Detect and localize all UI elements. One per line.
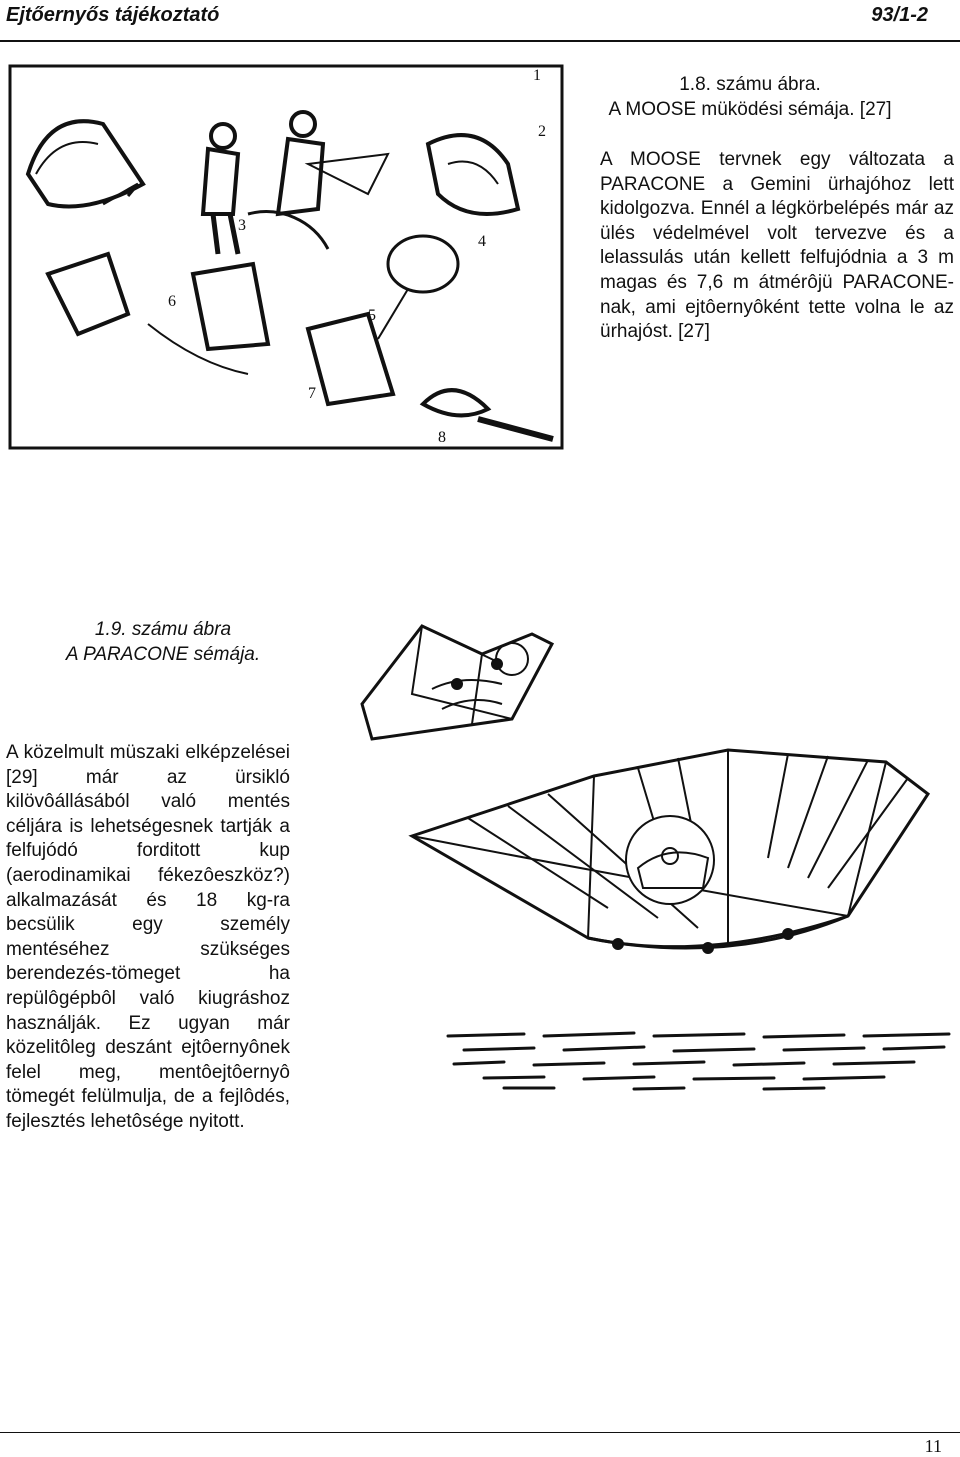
paragraph-future: A közelmult müszaki elképzelései [29] már az ürsikló kilövôállásából való mentés céljára is lehetségesnek tartják a felfujódó forditott kup (aerodinamikai fékezôeszköz?) alkalmazását és 18 kg-ra becsülik egy személy mentéséhez szükséges berendezés-tömeget ha repülôgépbôl való kiugráshoz használják. Ez ugyan már közelitôleg deszánt ejtôernyônek felel meg, mentôejtôernyô tömegét felülmulja, de a fejlôdés, fejlesztés lehetôsége nyitott. [6,742,290,1132]
moose-label-8: 8 [438,429,446,446]
page-number: 11 [924,1436,942,1456]
header-divider [0,40,960,42]
ground-dashes-figure [444,1028,954,1092]
paragraph-paracone: A MOOSE tervnek egy változata a PARACONE a Gemini ürhajóhoz lett kidolgozva. Ennél a légkörbelépés már az ülés védelmével volt tervezve és a lelassulás után kellett felfujódnia a 3 m magas és 7,6 m átmérôjü PARACONE-nak, ami ejtôernyôként tette volna le az ürhajóst. [27] [600,149,954,343]
moose-label-7: 7 [308,385,316,402]
moose-label-6: 6 [168,293,176,310]
moose-label-5: 5 [368,307,376,324]
header-issue: 93/1-2 [871,4,928,26]
moose-label-3: 3 [238,217,246,234]
figure2-number: 1.9. számu ábra [94,619,232,640]
page-header [6,4,928,30]
paracone-cone-figure [408,748,932,966]
figure1-title: A MOOSE müködési sémája. [27] [608,99,892,120]
header-title: Ejtőernyős tájékoztató [6,4,220,26]
moose-figure [8,64,564,450]
moose-label-4: 4 [478,233,486,250]
paracone-seat-figure [352,614,558,744]
moose-label-1: 1 [533,67,541,84]
figure1-caption [600,72,900,122]
figure2-caption [46,617,280,667]
footer-divider [0,1432,960,1433]
figure2-title: A PARACONE sémája. [65,644,261,665]
figure1-number: 1.8. számu ábra. [679,74,821,95]
moose-label-2: 2 [538,123,546,140]
